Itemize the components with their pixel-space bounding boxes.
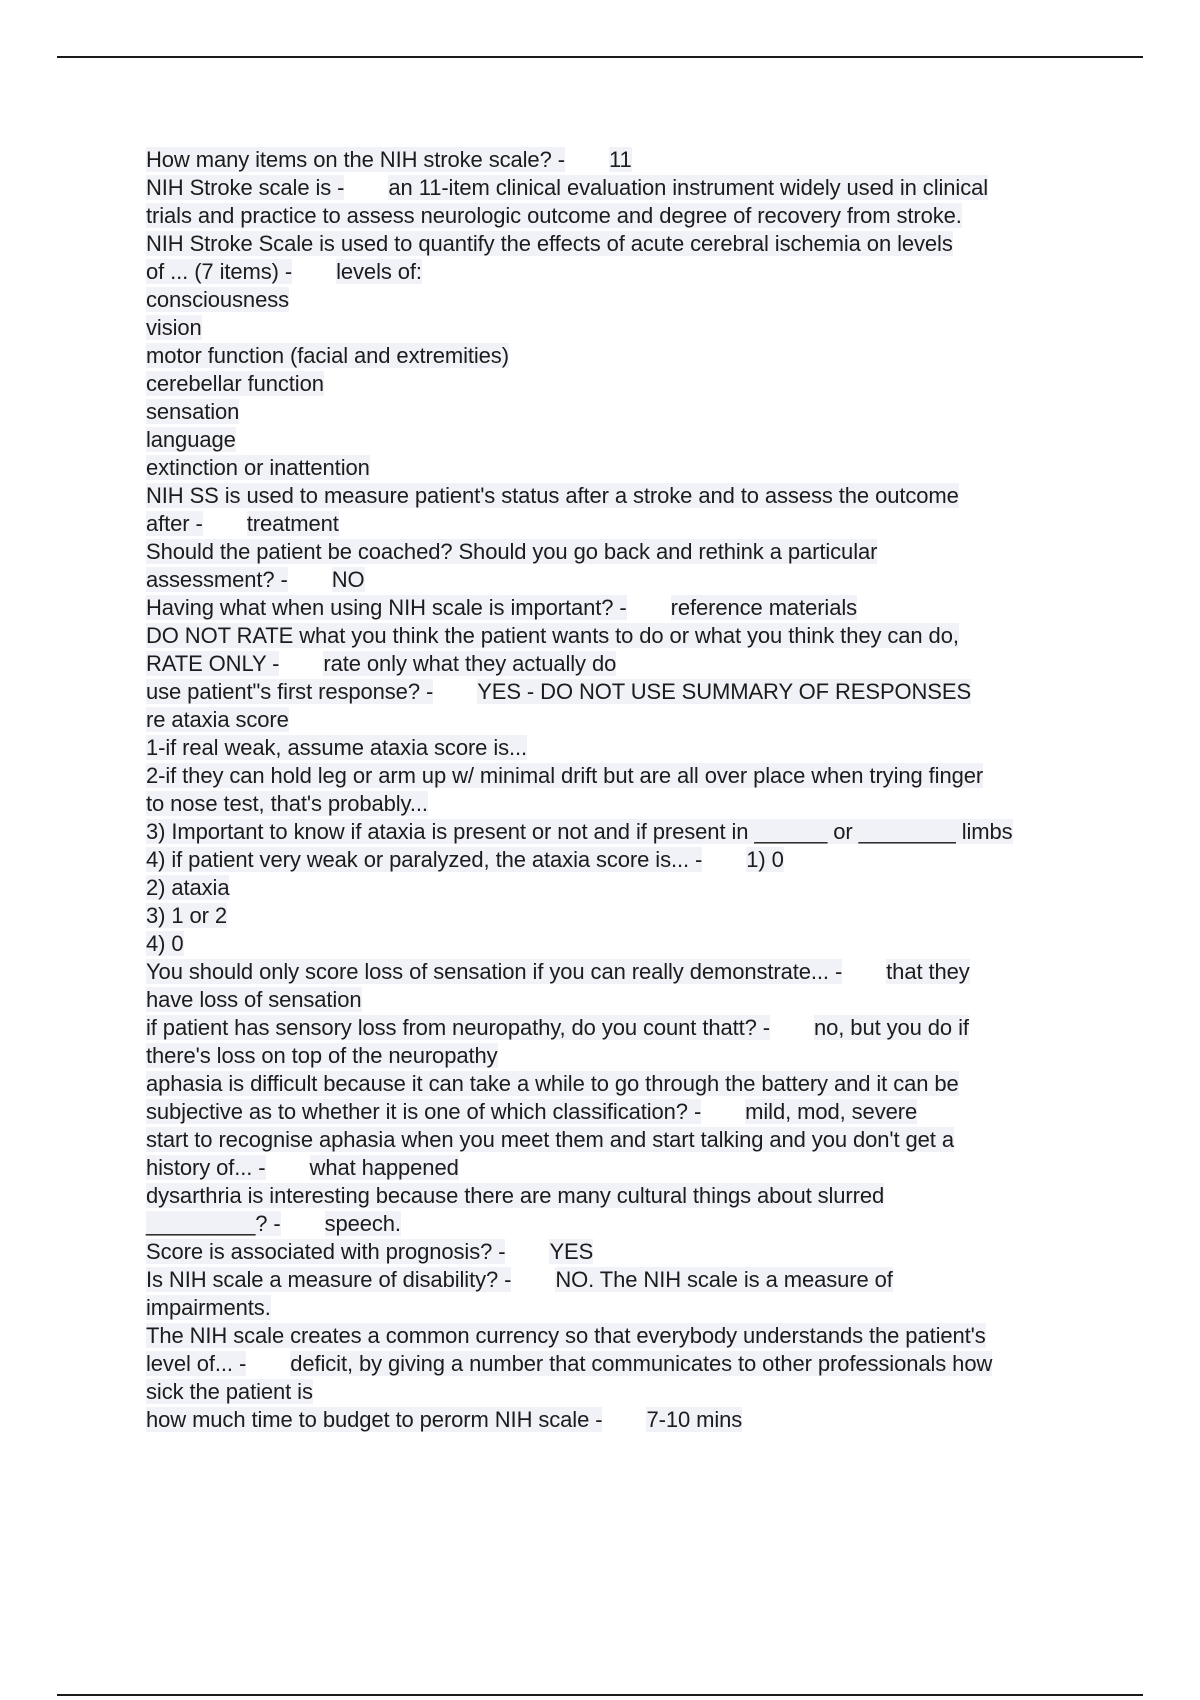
line-text: 2-if they can hold leg or arm up w/ minimal drift but are all over place when trying finger (146, 763, 984, 788)
line-text: subjective as to whether it is one of which classification? - (146, 1099, 702, 1124)
line-text: Should the patient be coached? Should you go back and rethink a particular (146, 539, 878, 564)
line-text: 4) if patient very weak or paralyzed, the ataxia score is... - (146, 847, 703, 872)
line-text: The NIH scale creates a common currency so that everybody understands the patient's (146, 1323, 986, 1348)
line-text: aphasia is difficult because it can take a while to go through the battery and it can be (146, 1071, 959, 1096)
text-line (146, 426, 1146, 454)
line-text: NIH Stroke Scale is used to quantify the effects of acute cerebral ischemia on levels (146, 231, 953, 256)
text-line (146, 958, 1146, 986)
line-text: cerebellar function (146, 371, 324, 396)
text-line (146, 986, 1146, 1014)
text-line (146, 762, 1146, 790)
text-line (146, 482, 1146, 510)
line-text: have loss of sensation (146, 987, 362, 1012)
line-answer: what happened (309, 1155, 459, 1180)
line-answer: no, but you do if (814, 1015, 969, 1040)
text-line (146, 1378, 1146, 1406)
text-line (146, 1350, 1146, 1378)
line-answer: 1) 0 (746, 847, 784, 872)
line-answer: that they (886, 959, 970, 984)
text-line (146, 902, 1146, 930)
line-text: history of... - (146, 1155, 266, 1180)
text-line (146, 1266, 1146, 1294)
line-text: 3) Important to know if ataxia is present or not and if present in ______ or ________ limbs (146, 819, 1013, 844)
text-line (146, 818, 1146, 846)
line-text: motor function (facial and extremities) (146, 343, 509, 368)
line-text: trials and practice to assess neurologic outcome and degree of recovery from stroke. (146, 203, 962, 228)
line-text: 4) 0 (146, 931, 184, 956)
text-line (146, 174, 1146, 202)
footer-rule (57, 1694, 1143, 1696)
line-answer: mild, mod, severe (745, 1099, 918, 1124)
line-text: Score is associated with prognosis? - (146, 1239, 506, 1264)
line-text: re ataxia score (146, 707, 289, 732)
text-line (146, 370, 1146, 398)
text-line (146, 146, 1146, 174)
line-text: NIH SS is used to measure patient's status after a stroke and to assess the outcome (146, 483, 959, 508)
line-text: Is NIH scale a measure of disability? - (146, 1267, 512, 1292)
line-answer: speech. (324, 1211, 401, 1236)
line-text: impairments. (146, 1295, 271, 1320)
text-line (146, 202, 1146, 230)
text-line (146, 1042, 1146, 1070)
line-answer: levels of: (336, 259, 422, 284)
text-line (146, 1070, 1146, 1098)
line-answer: rate only what they actually do (323, 651, 617, 676)
line-answer: an 11-item clinical evaluation instrument widely used in clinical (388, 175, 989, 200)
text-line (146, 1182, 1146, 1210)
line-text: assessment? - (146, 567, 288, 592)
line-text: vision (146, 315, 202, 340)
line-text: level of... - (146, 1351, 247, 1376)
text-line (146, 930, 1146, 958)
text-line (146, 1406, 1146, 1434)
text-line (146, 874, 1146, 902)
line-answer: treatment (246, 511, 339, 536)
line-text: 2) ataxia (146, 875, 230, 900)
text-line (146, 342, 1146, 370)
text-line (146, 1238, 1146, 1266)
line-answer: reference materials (670, 595, 858, 620)
line-answer: 11 (608, 147, 632, 172)
line-text: sick the patient is (146, 1379, 313, 1404)
line-text: 3) 1 or 2 (146, 903, 228, 928)
text-line (146, 1294, 1146, 1322)
line-text: You should only score loss of sensation if you can really demonstrate... - (146, 959, 843, 984)
line-text: How many items on the NIH stroke scale? - (146, 147, 565, 172)
text-line (146, 1098, 1146, 1126)
line-text: sensation (146, 399, 240, 424)
text-line (146, 846, 1146, 874)
text-line (146, 1126, 1146, 1154)
text-line (146, 538, 1146, 566)
text-line (146, 230, 1146, 258)
text-line (146, 1210, 1146, 1238)
line-answer: deficit, by giving a number that communicates to other professionals how (290, 1351, 993, 1376)
line-text: to nose test, that's probably... (146, 791, 428, 816)
line-text: use patient"s first response? - (146, 679, 434, 704)
text-line (146, 258, 1146, 286)
line-text: how much time to budget to perorm NIH scale - (146, 1407, 603, 1432)
text-line (146, 566, 1146, 594)
text-line (146, 510, 1146, 538)
line-answer: NO. The NIH scale is a measure of (555, 1267, 893, 1292)
line-text: of ... (7 items) - (146, 259, 293, 284)
text-line (146, 706, 1146, 734)
line-text: after - (146, 511, 203, 536)
line-text: RATE ONLY - (146, 651, 280, 676)
line-text: start to recognise aphasia when you meet them and start talking and you don't get a (146, 1127, 954, 1152)
document-body (146, 146, 1146, 1434)
text-line (146, 678, 1146, 706)
line-text: extinction or inattention (146, 455, 370, 480)
text-line (146, 314, 1146, 342)
line-text: _________? - (146, 1211, 281, 1236)
line-answer: YES - DO NOT USE SUMMARY OF RESPONSES (477, 679, 972, 704)
header-rule (57, 56, 1143, 58)
text-line (146, 454, 1146, 482)
text-line (146, 790, 1146, 818)
text-line (146, 622, 1146, 650)
text-line (146, 1322, 1146, 1350)
text-line (146, 286, 1146, 314)
line-answer: 7-10 mins (646, 1407, 743, 1432)
line-text: dysarthria is interesting because there are many cultural things about slurred (146, 1183, 885, 1208)
text-line (146, 1014, 1146, 1042)
line-text: Having what when using NIH scale is important? - (146, 595, 627, 620)
line-text: if patient has sensory loss from neuropathy, do you count thatt? - (146, 1015, 771, 1040)
line-answer: NO (331, 567, 365, 592)
text-line (146, 594, 1146, 622)
line-answer: YES (549, 1239, 594, 1264)
text-line (146, 734, 1146, 762)
line-text: consciousness (146, 287, 289, 312)
text-line (146, 398, 1146, 426)
line-text: 1-if real weak, assume ataxia score is... (146, 735, 528, 760)
text-line (146, 1154, 1146, 1182)
text-line (146, 650, 1146, 678)
line-text: language (146, 427, 236, 452)
line-text: there's loss on top of the neuropathy (146, 1043, 498, 1068)
line-text: NIH Stroke scale is - (146, 175, 345, 200)
line-text: DO NOT RATE what you think the patient wants to do or what you think they can do, (146, 623, 959, 648)
